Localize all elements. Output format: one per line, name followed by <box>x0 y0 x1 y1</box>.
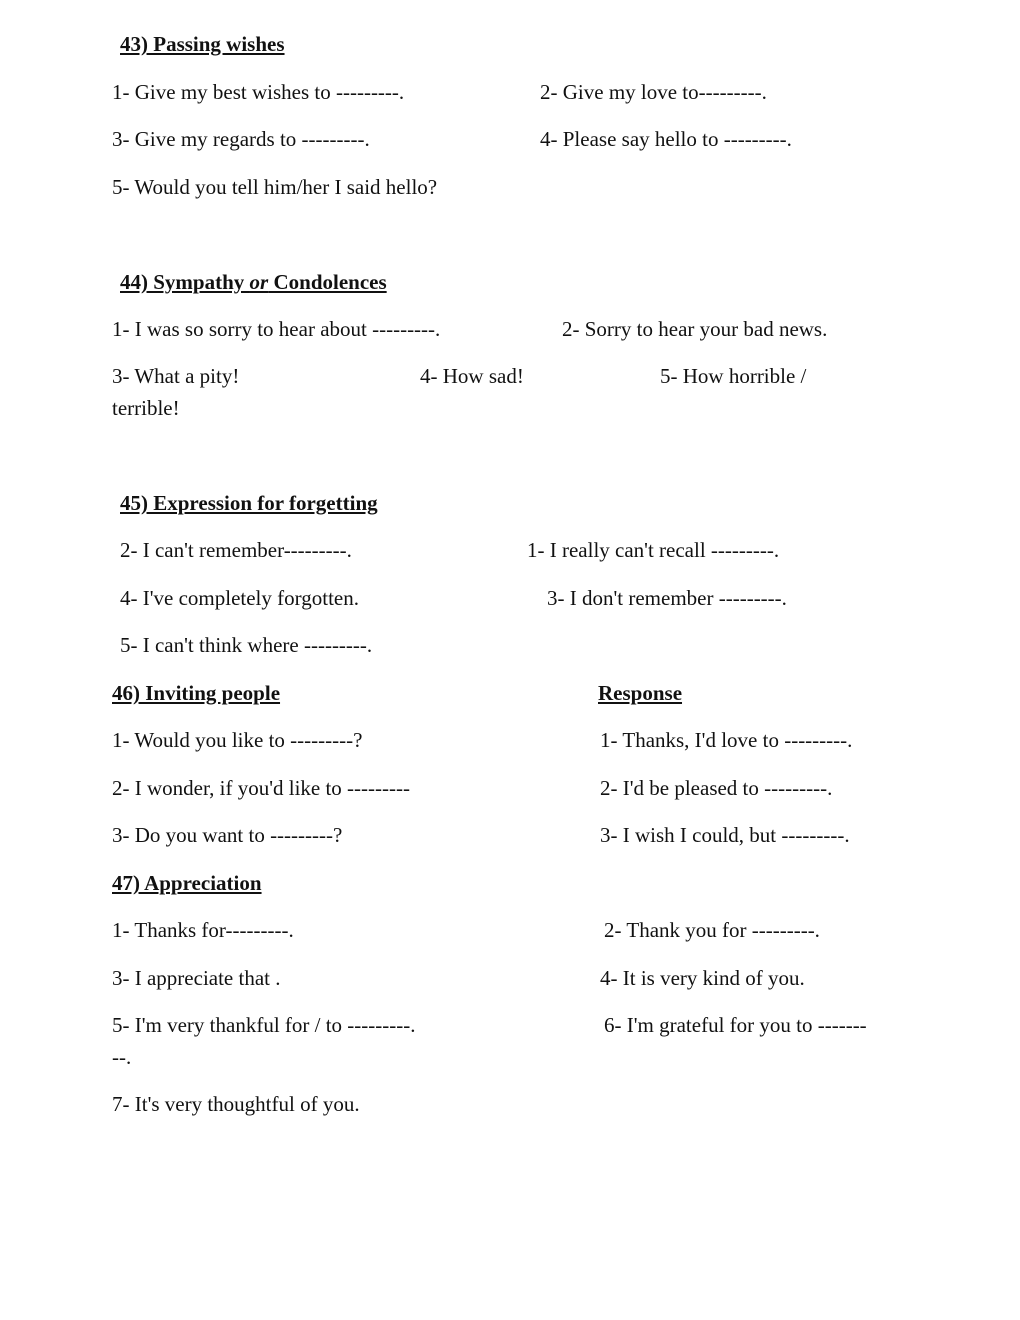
list-item-continuation: --. <box>112 1045 132 1069</box>
list-item: 2- I'd be pleased to ---------. <box>600 776 833 800</box>
list-item: 2- Sorry to hear your bad news. <box>562 317 828 341</box>
list-item: 3- Give my regards to ---------. <box>112 127 370 151</box>
list-item: 1- Give my best wishes to ---------. <box>112 80 405 104</box>
heading-44 <box>120 270 387 294</box>
list-item: 4- It is very kind of you. <box>600 966 805 990</box>
list-item: 2- I wonder, if you'd like to --------- <box>112 776 410 800</box>
heading-46: 46) Inviting people <box>112 681 281 705</box>
heading-45: 45) Expression for forgetting <box>120 491 378 515</box>
list-item: 2- Thank you for ---------. <box>604 918 820 942</box>
response-heading: Response <box>598 681 683 705</box>
list-item: 1- Thanks for---------. <box>112 918 294 942</box>
heading-44-part-a: 44) Sympathy <box>120 270 250 294</box>
list-item: 1- I was so sorry to hear about ---------. <box>112 317 441 341</box>
list-item: 1- Would you like to ---------? <box>112 728 363 752</box>
list-item: 2- Give my love to---------. <box>540 80 767 104</box>
list-item: 5- How horrible / <box>660 364 807 388</box>
list-item-continuation: terrible! <box>112 396 180 420</box>
list-item: 1- I really can't recall ---------. <box>527 538 780 562</box>
heading-44-or: or <box>249 270 269 294</box>
list-item: 7- It's very thoughtful of you. <box>112 1092 360 1116</box>
list-item: 5- Would you tell him/her I said hello? <box>112 175 438 199</box>
list-item: 3- I don't remember ---------. <box>547 586 787 610</box>
list-item: 5- I can't think where ---------. <box>120 633 373 657</box>
list-item: 6- I'm grateful for you to ------- <box>604 1013 867 1037</box>
list-item: 2- I can't remember---------. <box>120 538 352 562</box>
heading-44-part-b: Condolences <box>268 270 387 294</box>
list-item: 3- Do you want to ---------? <box>112 823 343 847</box>
list-item: 4- I've completely forgotten. <box>120 586 359 610</box>
list-item: 4- Please say hello to ---------. <box>540 127 792 151</box>
list-item: 3- I appreciate that . <box>112 966 281 990</box>
list-item: 4- How sad! <box>420 364 524 388</box>
list-item: 3- I wish I could, but ---------. <box>600 823 850 847</box>
heading-43: 43) Passing wishes <box>120 32 285 56</box>
list-item: 5- I'm very thankful for / to ---------. <box>112 1013 416 1037</box>
list-item: 3- What a pity! <box>112 364 240 388</box>
heading-47: 47) Appreciation <box>112 871 262 895</box>
list-item: 1- Thanks, I'd love to ---------. <box>600 728 853 752</box>
